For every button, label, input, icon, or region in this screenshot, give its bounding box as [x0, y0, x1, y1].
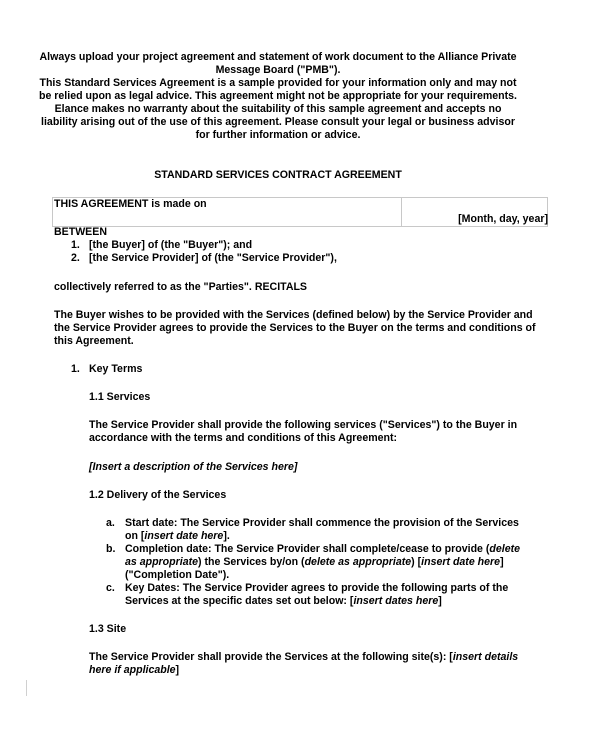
services-description-placeholder: [Insert a description of the Services here]: [89, 461, 298, 473]
party-1-number: 1.: [71, 239, 80, 251]
intro-line-3: This Standard Services Agreement is a sample provided for your information only and may not: [39, 77, 517, 89]
intro-line-2: Message Board ("PMB").: [215, 64, 341, 76]
recital-line-3: this Agreement.: [54, 335, 134, 347]
section-1-number: 1.: [71, 363, 80, 375]
agreement-date-placeholder: [Month, day, year]: [458, 213, 548, 225]
item-a-marker: a.: [106, 517, 115, 529]
margin-mark: [26, 680, 27, 696]
intro-line-1: Always upload your project agreement and statement of work document to the Alliance Private: [39, 51, 517, 63]
section-1-3-heading: 1.3 Site: [89, 623, 127, 635]
between-label: BETWEEN: [54, 226, 107, 238]
agreement-made-on: THIS AGREEMENT is made on: [54, 198, 207, 210]
box-divider: [401, 198, 402, 226]
intro-line-7: for further information or advice.: [195, 129, 361, 141]
item-b-line-3: ("Completion Date").: [125, 569, 230, 581]
item-a-line-2: on [insert date here].: [125, 530, 230, 542]
section-1-1-line-2: accordance with the terms and conditions of this Agreement:: [89, 432, 398, 444]
item-c-line-1: Key Dates: The Service Provider agrees to provide the following parts of the: [125, 582, 509, 594]
item-c-marker: c.: [106, 582, 115, 594]
item-b-line-2: as appropriate) the Services by/on (delete as appropriate) [insert date here]: [125, 556, 504, 568]
intro-line-4: be relied upon as legal advice. This agreement might not be appropriate for your requirements.: [38, 90, 517, 102]
collectively-referred: collectively referred to as the "Parties". RECITALS: [54, 281, 308, 293]
section-1-3-line-2: here if applicable]: [89, 664, 180, 676]
party-1-text: [the Buyer] of (the "Buyer"); and: [89, 239, 253, 251]
document-title: STANDARD SERVICES CONTRACT AGREEMENT: [154, 169, 402, 181]
intro-line-6: liability arising out of the use of this agreement. Please consult your legal or business advisor: [41, 116, 515, 128]
recital-line-1: The Buyer wishes to be provided with the Services (defined below) by the Service Provider and: [54, 309, 533, 321]
section-1-1-line-1: The Service Provider shall provide the following services ("Services") to the Buyer in: [89, 419, 518, 431]
item-a-line-1: Start date: The Service Provider shall commence the provision of the Services: [125, 517, 519, 529]
party-2-text: [the Service Provider] of (the "Service Provider"),: [89, 252, 337, 264]
section-1-title: Key Terms: [89, 363, 143, 375]
section-1-2-heading: 1.2 Delivery of the Services: [89, 489, 227, 501]
section-1-3-line-1: The Service Provider shall provide the Services at the following site(s): [insert details: [89, 651, 519, 663]
intro-line-5: Elance makes no warranty about the suitability of this sample agreement and accepts no: [54, 103, 502, 115]
recital-line-2: the Service Provider agrees to provide the Services to the Buyer on the terms and conditions of: [54, 322, 536, 334]
item-b-line-1: Completion date: The Service Provider shall complete/cease to provide (delete: [125, 543, 521, 555]
party-2-number: 2.: [71, 252, 80, 264]
section-1-1-heading: 1.1 Services: [89, 391, 151, 403]
item-b-marker: b.: [106, 543, 116, 555]
item-c-line-2: Services at the specific dates set out below: [insert dates here]: [125, 595, 442, 607]
